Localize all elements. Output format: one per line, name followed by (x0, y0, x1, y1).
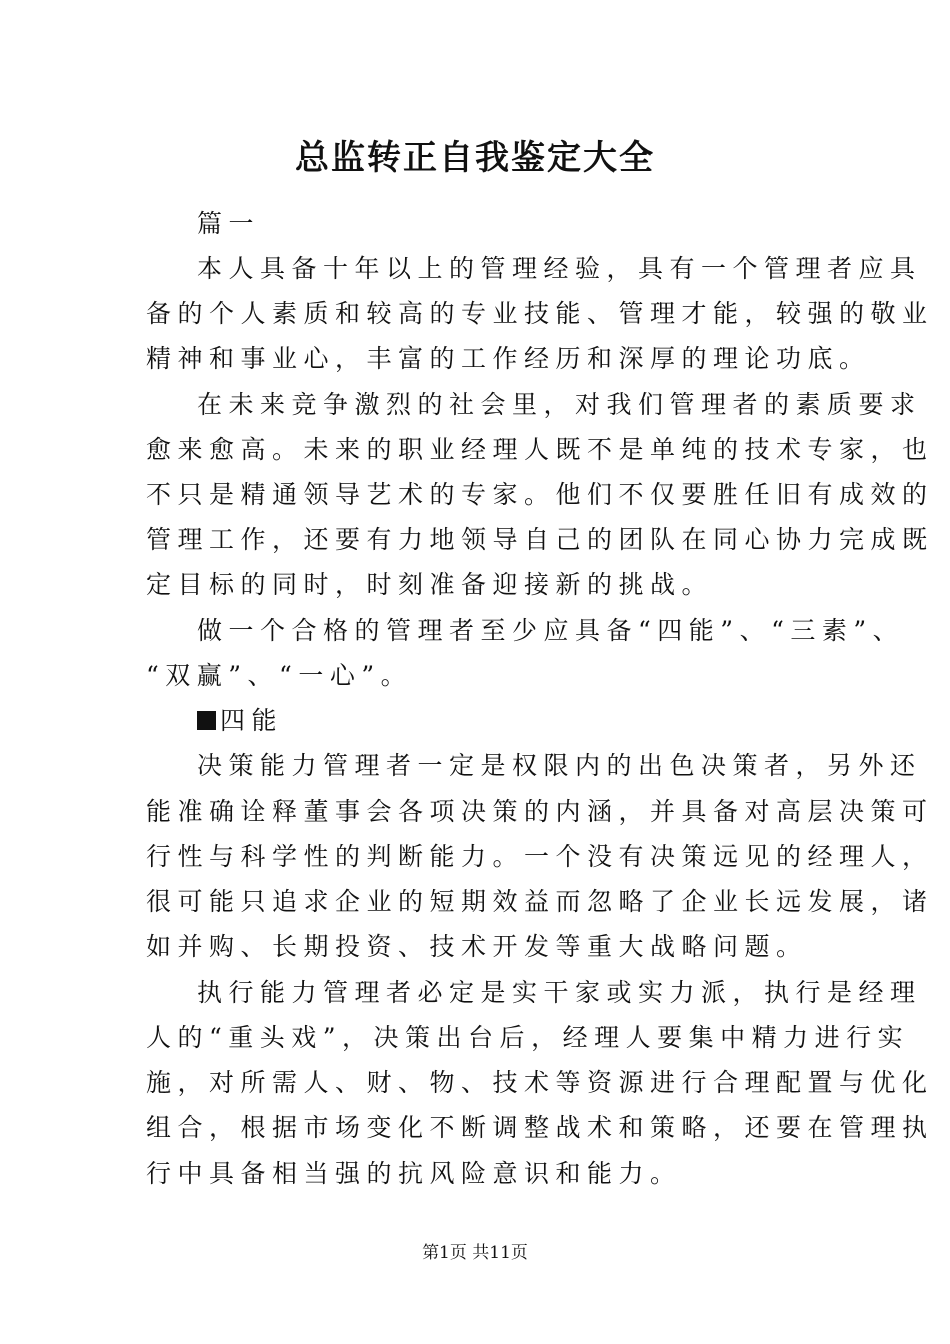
paragraph-line: 本人具备十年以上的管理经验，具有一个管理者应具 (197, 254, 922, 283)
paragraph-line: 管理工作，还要有力地领导自己的团队在同心协力完成既 (146, 525, 934, 554)
subheading (197, 705, 283, 737)
paragraph-line: 备的个人素质和较高的专业技能、管理才能，较强的敬业 (146, 299, 934, 328)
paragraph-line: 施，对所需人、财、物、技术等资源进行合理配置与优化 (146, 1068, 934, 1097)
paragraph-line: 愈来愈高。未来的职业经理人既不是单纯的技术专家，也 (146, 435, 934, 464)
paragraph-line: 定目标的同时，时刻准备迎接新的挑战。 (146, 570, 714, 599)
paragraph-line: 很可能只追求企业的短期效益而忽略了企业长远发展，诸 (146, 887, 934, 916)
paragraph-line: 行中具备相当强的抗风险意识和能力。 (146, 1159, 682, 1188)
paragraph-line: 执行能力管理者必定是实干家或实力派，执行是经理 (197, 978, 922, 1007)
section-heading: 篇一 (197, 209, 261, 238)
subheading-text: 四能 (220, 706, 284, 735)
paragraph-line: 如并购、长期投资、技术开发等重大战略问题。 (146, 932, 808, 961)
paragraph-line: 在未来竞争激烈的社会里，对我们管理者的素质要求 (197, 390, 922, 419)
paragraph-line: 精神和事业心，丰富的工作经历和深厚的理论功底。 (146, 344, 871, 373)
paragraph-line: 行性与科学性的判断能力。一个没有决策远见的经理人， (146, 842, 934, 871)
paragraph-line: 决策能力管理者一定是权限内的出色决策者，另外还 (197, 751, 922, 780)
document-title: 总监转正自我鉴定大全 (295, 138, 655, 178)
paragraph-line: 不只是精通领导艺术的专家。他们不仅要胜任旧有成效的 (146, 480, 934, 509)
paragraph-line: 做一个合格的管理者至少应具备“四能”、“三素”、 (197, 616, 905, 645)
paragraph-line: 能准确诠释董事会各项决策的内涵，并具备对高层决策可 (146, 797, 934, 826)
paragraph-line: 人的“重头戏”，决策出台后，经理人要集中精力进行实 (146, 1023, 910, 1052)
black-square-icon (197, 711, 216, 730)
paragraph-line: 组合，根据市场变化不断调整战术和策略，还要在管理执 (146, 1113, 934, 1142)
paragraph-line: “双赢”、“一心”。 (146, 661, 413, 690)
page-footer: 第1页 共11页 (422, 1243, 528, 1263)
